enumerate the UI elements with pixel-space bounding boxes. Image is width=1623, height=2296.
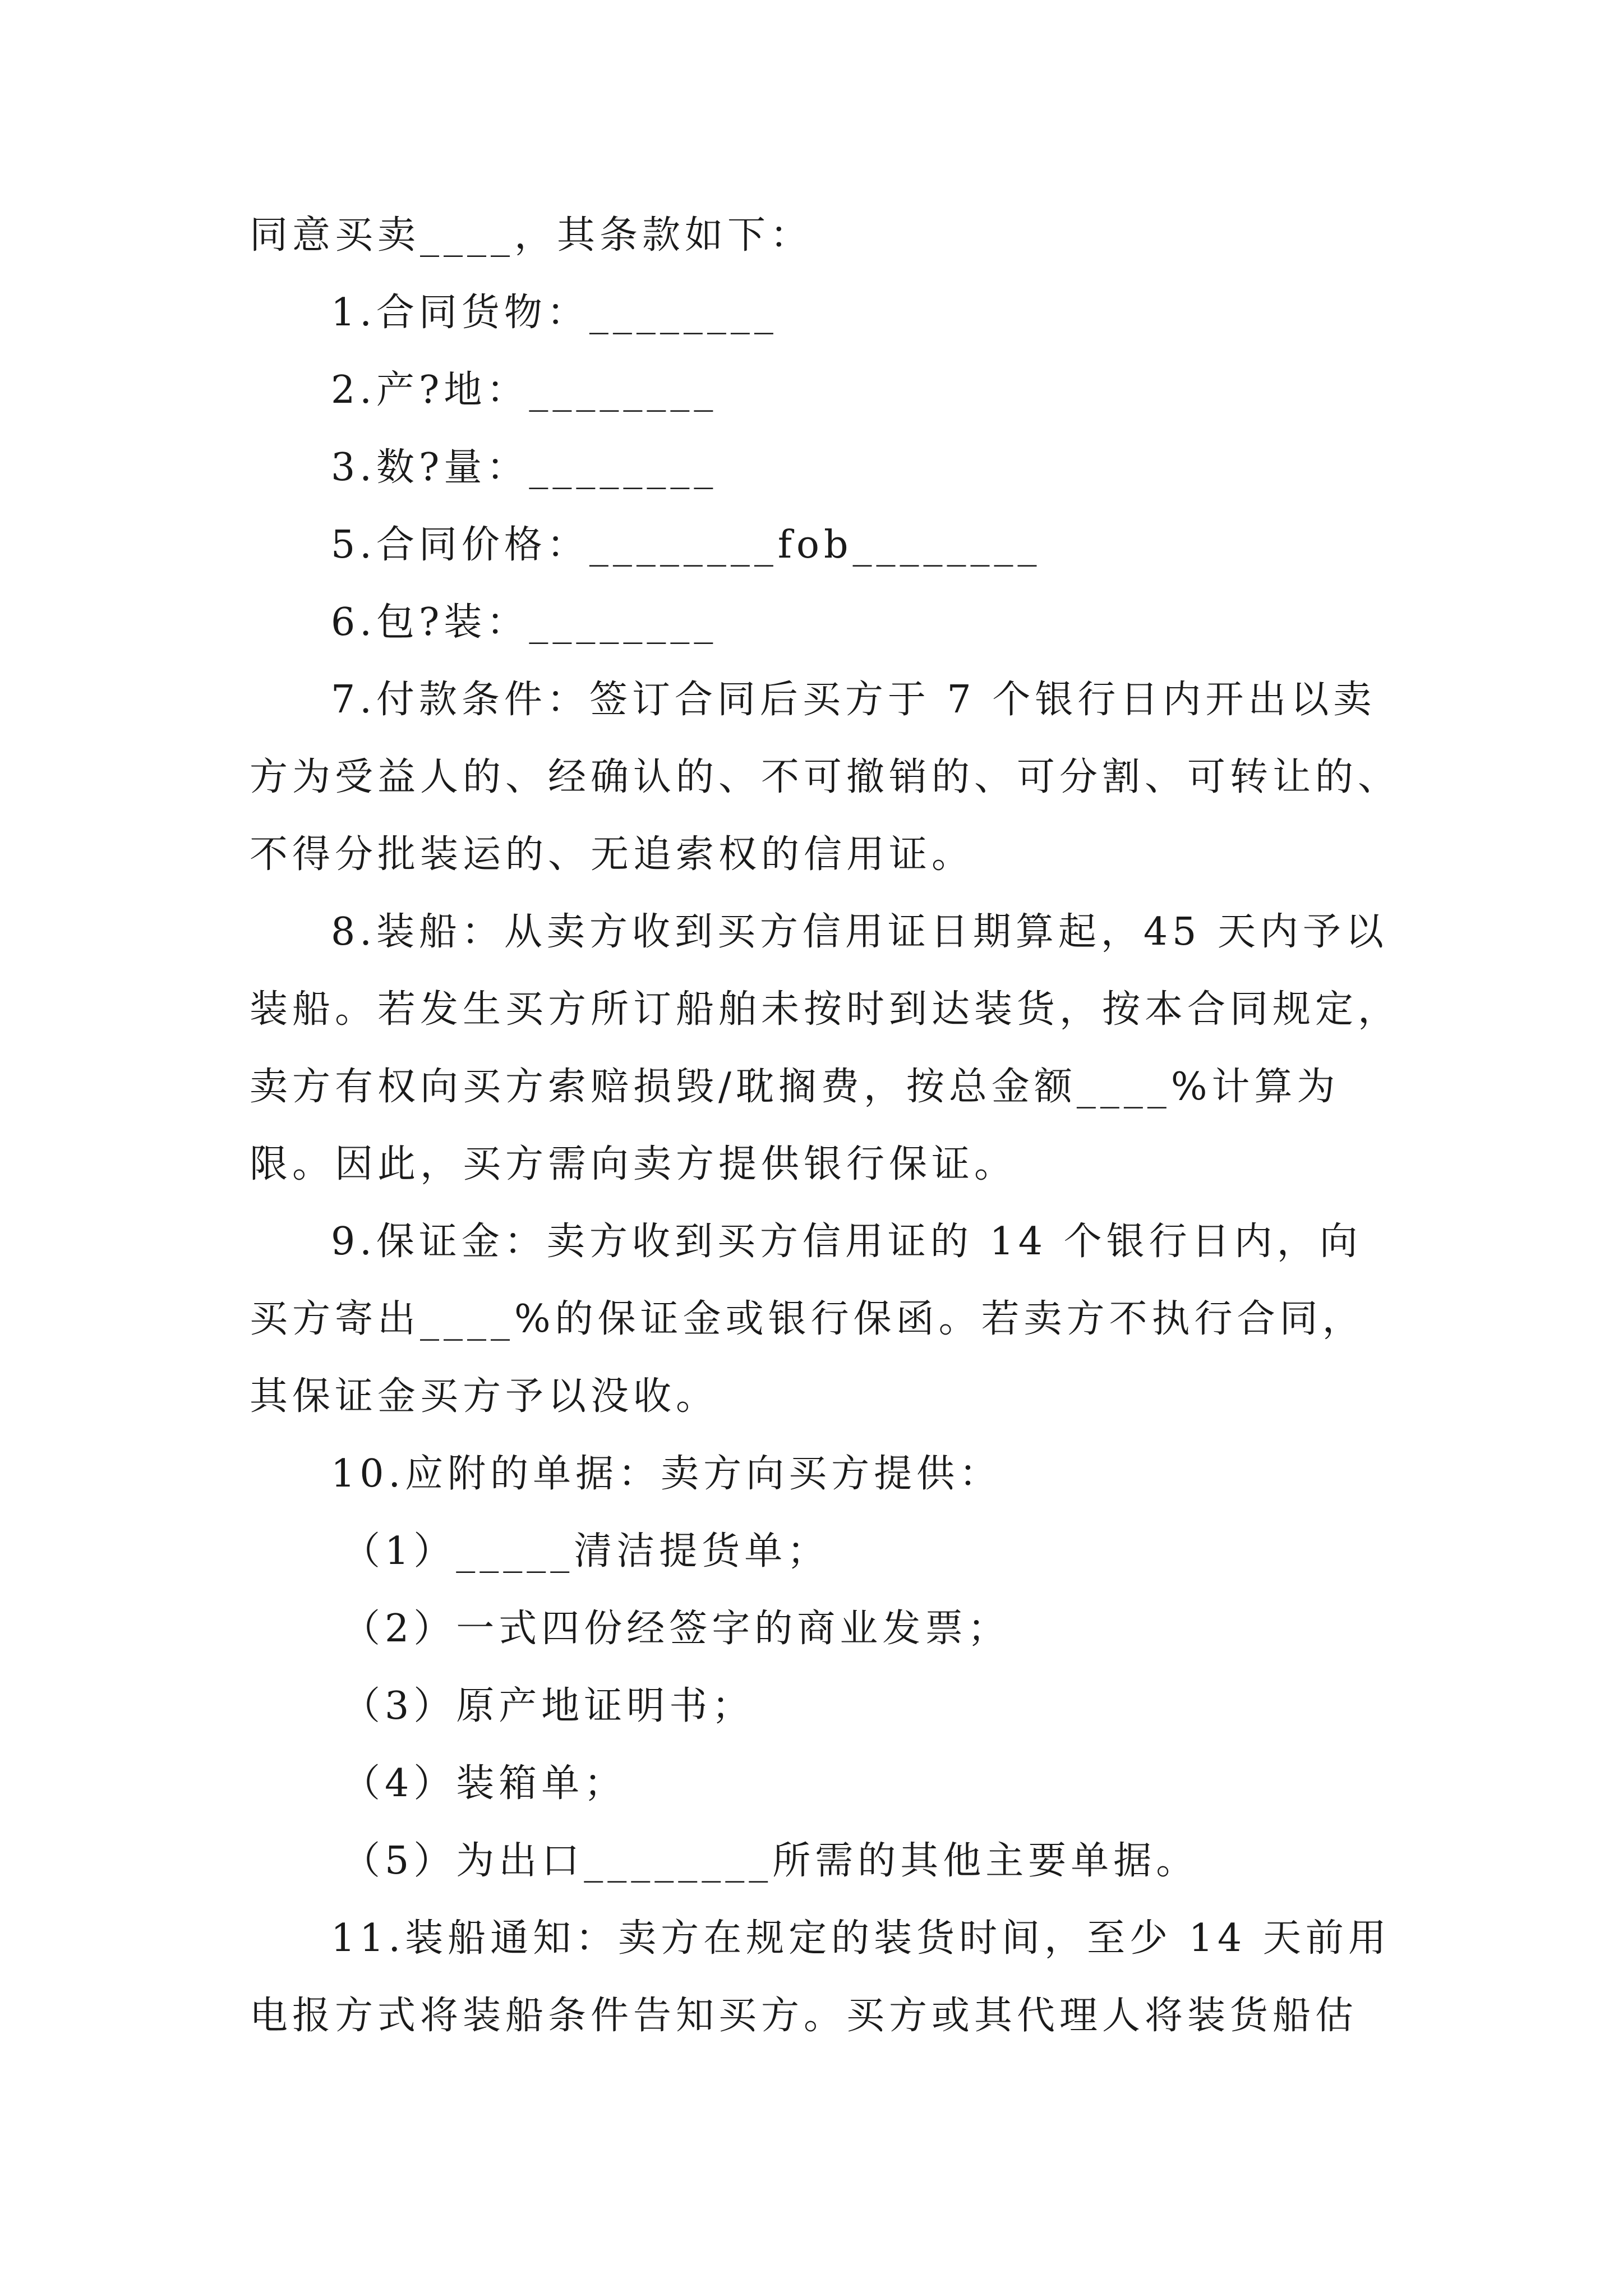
text-line: 电报方式将装船条件告知买方。买方或其代理人将装货船估 [250, 1994, 1358, 2038]
text-line: 6.包?装：________ [331, 600, 718, 645]
text-line: （5）为出口________所需的其他主要单据。 [342, 1839, 1199, 1883]
text-line: 同意买卖____，其条款如下： [250, 213, 813, 257]
text-line: 10.应附的单据：卖方向买方提供： [331, 1452, 1002, 1496]
text-line: 7.付款条件：签订合同后买方于 7 个银行日内开出以卖 [331, 678, 1376, 722]
text-line: 2.产?地：________ [331, 368, 718, 412]
text-line: 其保证金买方予以没收。 [250, 1374, 719, 1419]
text-line: 方为受益人的、经确认的、不可撤销的、可分割、可转让的、 [250, 755, 1401, 799]
text-line: 卖方有权向买方索赔损毁/耽搁费，按总金额____%计算为 [250, 1065, 1340, 1109]
text-line: （4）装箱单； [342, 1761, 627, 1806]
text-line: 不得分批装运的、无追索权的信用证。 [250, 832, 975, 877]
text-line: 5.合同价格：________fob________ [331, 523, 1041, 567]
text-line: 1.合同货物：________ [331, 291, 778, 335]
text-line: 限。因此，买方需向卖方提供银行保证。 [250, 1142, 1017, 1186]
text-line: （1）_____清洁提货单； [342, 1529, 830, 1573]
text-line: （2）一式四份经签字的商业发票； [342, 1607, 1011, 1651]
text-line: 3.数?量：________ [331, 445, 718, 490]
text-line: 8.装船：从卖方收到买方信用证日期算起，45 天内予以 [331, 910, 1389, 954]
text-line: （3）原产地证明书； [342, 1684, 755, 1728]
text-line: 买方寄出____%的保证金或银行保函。若卖方不执行合同， [250, 1297, 1365, 1341]
text-line: 装船。若发生买方所订船舶未按时到达装货，按本合同规定， [250, 987, 1401, 1032]
text-line: 9.保证金：卖方收到买方信用证的 14 个银行日内，向 [331, 1220, 1362, 1264]
text-line: 11.装船通知：卖方在规定的装货时间，至少 14 天前用 [331, 1916, 1391, 1961]
